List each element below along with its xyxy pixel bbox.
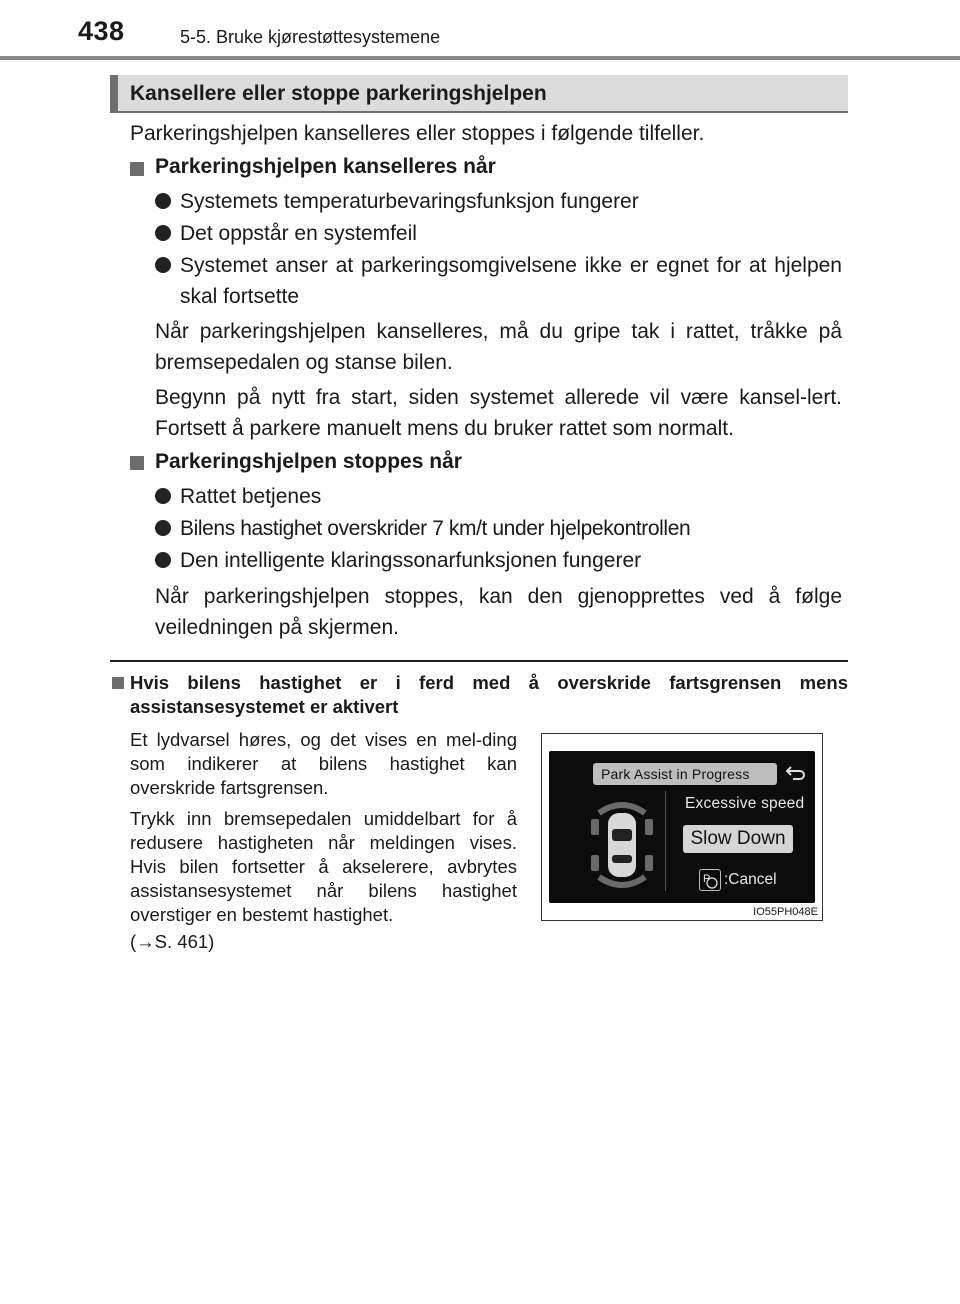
note-paragraph-1: Et lydvarsel høres, og det vises en mel-ding som indikerer at bilens hastighet kan overskride fartsgrensen.	[130, 729, 517, 798]
square-bullet-icon	[130, 162, 144, 176]
round-bullet-icon	[155, 488, 171, 504]
figure-code: IO55PH048E	[753, 906, 818, 918]
slow-down-button[interactable]: Slow Down	[683, 825, 793, 853]
note-divider	[110, 660, 848, 662]
page-reference: (→S. 461)	[130, 931, 215, 952]
note-paragraph-2: Trykk inn bremsepedalen umiddelbart for å redusere hastigheten når meldingen vises. Hvis bilen fortsetter å akselerere, avbrytes assistansesystemet når bilens hastighet overstiger en bestemt hastighet.	[130, 808, 517, 925]
parking-switch-icon	[699, 869, 721, 891]
cancel-paragraph-1: Når parkeringshjelpen kanselleres, må du gripe tak i rattet, tråkke på bremsepedalen og stanse bilen.	[155, 320, 842, 374]
illustration-frame	[541, 733, 823, 921]
round-bullet-icon	[155, 520, 171, 536]
stop-subheading: Parkeringshjelpen stoppes når	[155, 450, 462, 473]
square-bullet-icon	[112, 677, 124, 689]
stop-bullet-3: Den intelligente klaringssonarfunksjonen fungerer	[180, 549, 642, 572]
status-label: Park Assist in Progress	[593, 763, 777, 785]
screen-divider	[665, 791, 666, 891]
intro-paragraph: Parkeringshjelpen kanselleres eller stoppes i følgende tilfeller.	[130, 122, 705, 145]
section-heading-text: Kansellere eller stoppe parkeringshjelpen	[130, 82, 547, 105]
back-arrow-icon	[785, 763, 807, 783]
cancel-bullet-3: Systemet anser at parkeringsomgivelsene ikke er egnet for at hjelpen skal fortsette	[180, 254, 842, 308]
cancel-label: :Cancel	[724, 871, 777, 889]
cancel-bullet-1: Systemets temperaturbevaringsfunksjon fungerer	[180, 190, 639, 213]
square-bullet-icon	[130, 456, 144, 470]
p-letter: P	[703, 873, 711, 885]
round-bullet-icon	[155, 257, 171, 273]
note-heading: Hvis bilens hastighet er i ferd med å overskride fartsgrensen mens assistansesystemet er aktivert	[130, 672, 848, 717]
excessive-speed-warning: Excessive speed	[685, 795, 805, 812]
stop-bullet-2: Bilens hastighet overskrider 7 km/t under hjelpekontrollen	[180, 517, 691, 540]
round-bullet-icon	[155, 225, 171, 241]
display-screen	[549, 751, 815, 903]
chapter-title: 5-5. Bruke kjørestøttesystemene	[180, 27, 441, 47]
round-bullet-icon	[155, 552, 171, 568]
header-rule	[0, 56, 960, 60]
car-top-view-icon	[587, 799, 657, 891]
section-underline	[110, 111, 848, 113]
round-bullet-icon	[155, 193, 171, 209]
cancel-paragraph-2: Begynn på nytt fra start, siden systemet allerede vil være kansel-lert. Fortsett å parkere manuelt mens du bruker rattet som normalt.	[155, 386, 842, 440]
cancel-bullet-2: Det oppstår en systemfeil	[180, 222, 417, 245]
section-heading	[110, 75, 848, 111]
cancel-subheading: Parkeringshjelpen kanselleres når	[155, 155, 496, 178]
page-number: 438	[78, 16, 125, 46]
heading-accent-bar	[110, 75, 118, 111]
stop-paragraph: Når parkeringshjelpen stoppes, kan den gjenopprettes ved å følge veiledningen på skjermen.	[155, 585, 842, 639]
cancel-hint	[699, 869, 777, 891]
stop-bullet-1: Rattet betjenes	[180, 485, 322, 508]
